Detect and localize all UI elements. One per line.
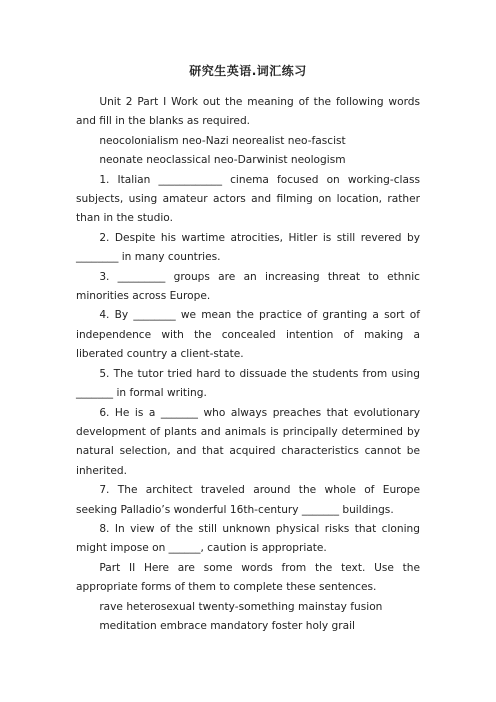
part1-word-line-2: neonate neoclassical neo-Darwinist neologism <box>99 154 346 167</box>
part2-instruction: Part II Here are some words from the text. Use the appropriate forms of them to complete these sentences. <box>76 561 420 594</box>
exercise-item-1: 1. Italian ____________ cinema focused on working-class subjects, using amateur actors and filming on location, rather than in the studio. <box>76 173 420 225</box>
exercise-item-8: 8. In view of the still unknown physical risks that cloning might impose on ______, caution is appropriate. <box>76 522 420 555</box>
part2-word-line-2: meditation embrace mandatory foster holy grail <box>99 619 355 632</box>
exercise-item-2: 2. Despite his wartime atrocities, Hitler is still revered by ________ in many countries. <box>76 231 420 264</box>
exercise-item-7: 7. The architect traveled around the whole of Europe seeking Palladio’s wonderful 16th-century _______ buildings. <box>76 484 420 516</box>
part1-instruction: Unit 2 Part I Work out the meaning of the following words and fill in the blanks as required. <box>76 96 420 128</box>
part1-word-line-1: neocolonialism neo-Nazi neorealist neo-fascist <box>99 134 346 147</box>
exercise-item-5: 5. The tutor tried hard to dissuade the students from using _______ in formal writing. <box>76 367 420 400</box>
exercise-item-4: 4. By ________ we mean the practice of granting a sort of independence with the concealed intention of making a liberated country a client-state. <box>76 309 420 361</box>
part2-word-line-1: rave heterosexual twenty-something mainstay fusion <box>99 600 383 613</box>
exercise-item-3: 3. _________ groups are an increasing threat to ethnic minorities across Europe. <box>76 270 420 303</box>
document-title: 研究生英语.词汇练习 <box>189 64 307 78</box>
exercise-item-6: 6. He is a _______ who always preaches that evolutionary development of plants and animals is principally determined by natural selection, and that acquired characteristics cannot be inherited. <box>76 406 420 477</box>
